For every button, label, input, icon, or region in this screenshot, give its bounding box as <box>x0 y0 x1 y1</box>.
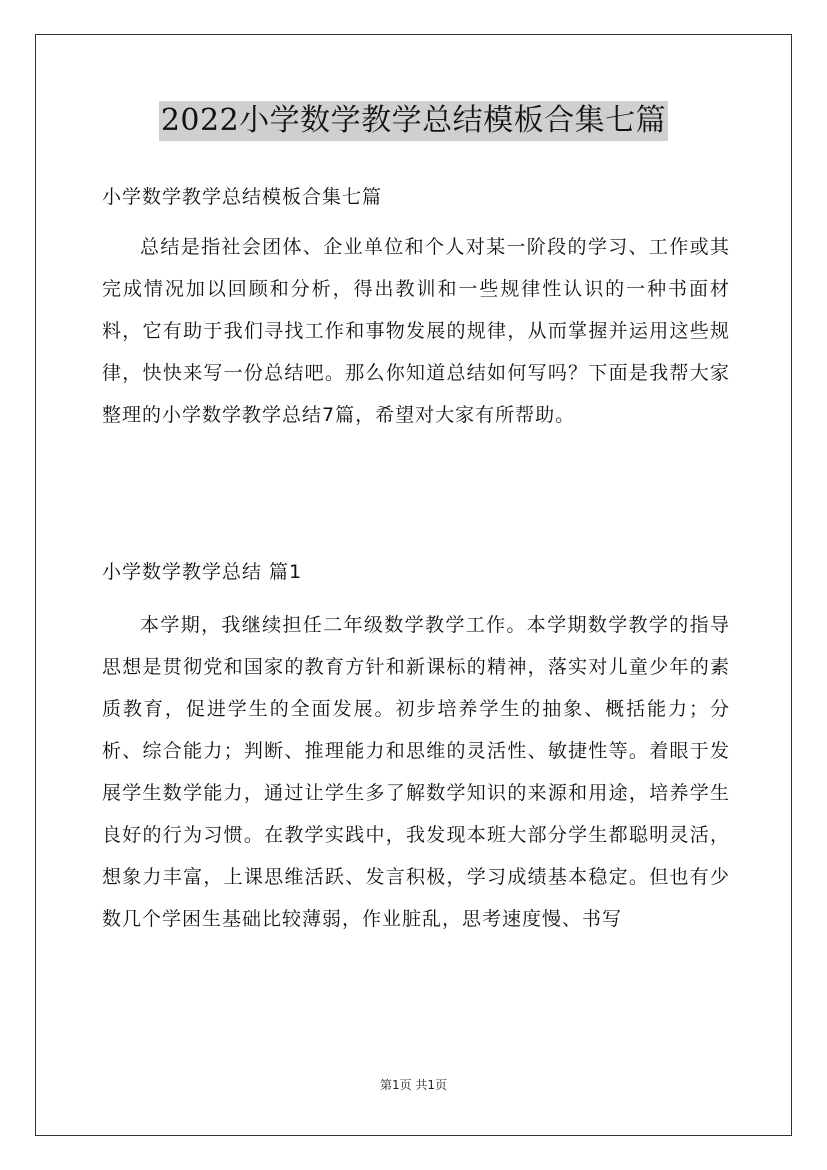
document-subtitle: 小学数学教学总结模板合集七篇 <box>102 186 383 208</box>
title-container <box>0 101 827 141</box>
intro-paragraph: 总结是指社会团体、企业单位和个人对某一阶段的学习、工作或其完成情况加以回顾和分析，得出教训和一些规律性认识的一种书面材料，它有助于我们寻找工作和事物发展的规律，从而掌握并运用这些规律，快快来写一份总结吧。那么你知道总结如何写吗？下面是我帮大家整理的小学数学教学总结7篇，希望对大家有所帮助。 <box>102 236 730 426</box>
page-footer: 第1页 共1页 <box>379 1078 448 1092</box>
document-title: 2022小学数学教学总结模板合集七篇 <box>159 101 668 141</box>
section-heading: 小学数学教学总结 篇1 <box>102 561 303 583</box>
body-paragraph: 本学期，我继续担任二年级数学教学工作。本学期数学教学的指导思想是贯彻党和国家的教育方针和新课标的精神，落实对儿童少年的素质教育，促进学生的全面发展。初步培养学生的抽象、概括能力；分析、综合能力；判断、推理能力和思维的灵活性、敏捷性等。着眼于发展学生数学能力，通过让学生多了解数学知识的来源和用途，培养学生良好的行为习惯。在教学实践中，我发现本班大部分学生都聪明灵活，想象力丰富，上课思维活跃、发言积极，学习成绩基本稳定。但也有少数几个学困生基础比较薄弱，作业脏乱，思考速度慢、书写 <box>102 614 730 930</box>
